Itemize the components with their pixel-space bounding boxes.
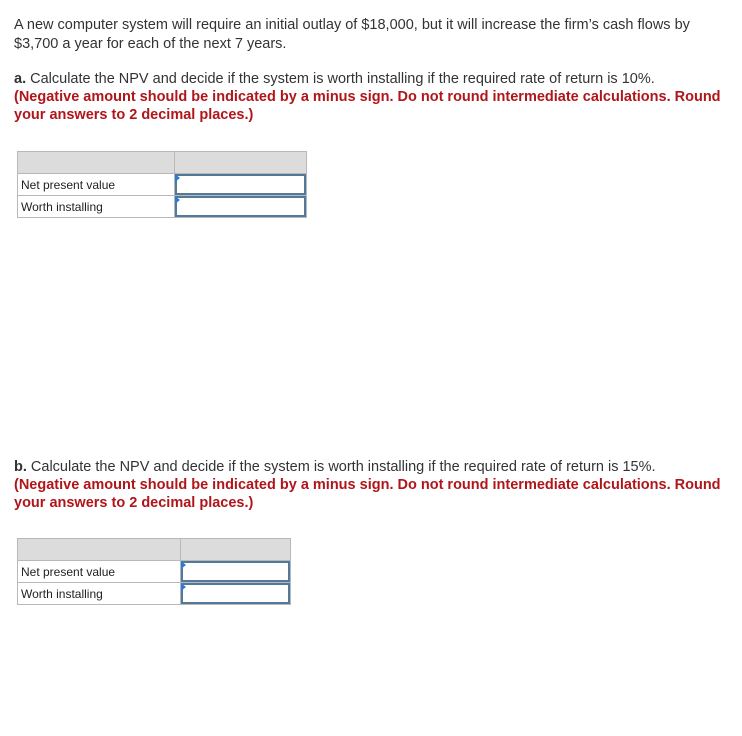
part-a-letter: a. xyxy=(14,71,27,87)
flag-icon xyxy=(181,561,186,569)
npv-input[interactable] xyxy=(181,561,290,582)
worth-installing-select[interactable] xyxy=(181,583,290,604)
header-cell-label xyxy=(18,152,175,174)
table-header-row xyxy=(18,152,307,174)
part-b-note: (Negative amount should be indicated by a minus sign. Do not round intermediate calculations. Round your answers to 2 decimal places.) xyxy=(14,477,721,511)
part-a-text: Calculate the NPV and decide if the system is worth installing if the required rate of return is 10%. xyxy=(26,71,655,87)
header-cell-value xyxy=(175,152,307,174)
part-b-prompt xyxy=(14,458,736,512)
table-row xyxy=(18,174,307,196)
row-label-npv: Net present value xyxy=(18,174,175,196)
npv-input-cell[interactable] xyxy=(181,561,291,583)
worth-input-cell[interactable] xyxy=(181,583,291,605)
table-row xyxy=(18,583,291,605)
flag-icon xyxy=(175,174,180,182)
worth-input-cell[interactable] xyxy=(175,196,307,218)
part-b-letter: b. xyxy=(14,459,27,475)
question-intro: A new computer system will require an initial outlay of $18,000, but it will increase the firm’s cash flows by $3,700 a year for each of the next 7 years. xyxy=(14,17,690,52)
header-cell-value xyxy=(181,539,291,561)
table-header-row xyxy=(18,539,291,561)
table-row xyxy=(18,561,291,583)
row-label-worth: Worth installing xyxy=(18,196,175,218)
header-cell-label xyxy=(18,539,181,561)
row-label-worth: Worth installing xyxy=(18,583,181,605)
part-b-answer-table xyxy=(17,538,291,605)
worth-installing-select[interactable] xyxy=(175,196,306,217)
flag-icon xyxy=(175,196,180,204)
npv-input[interactable] xyxy=(175,174,306,195)
row-label-npv: Net present value xyxy=(18,561,181,583)
part-a-note: (Negative amount should be indicated by a minus sign. Do not round intermediate calculations. Round your answers to 2 decimal places.) xyxy=(14,89,721,123)
table-row xyxy=(18,196,307,218)
part-a-prompt xyxy=(14,70,736,124)
part-a-answer-table xyxy=(17,151,307,218)
flag-icon xyxy=(181,583,186,591)
part-b-text: Calculate the NPV and decide if the system is worth installing if the required rate of return is 15%. xyxy=(26,459,656,475)
npv-input-cell[interactable] xyxy=(175,174,307,196)
